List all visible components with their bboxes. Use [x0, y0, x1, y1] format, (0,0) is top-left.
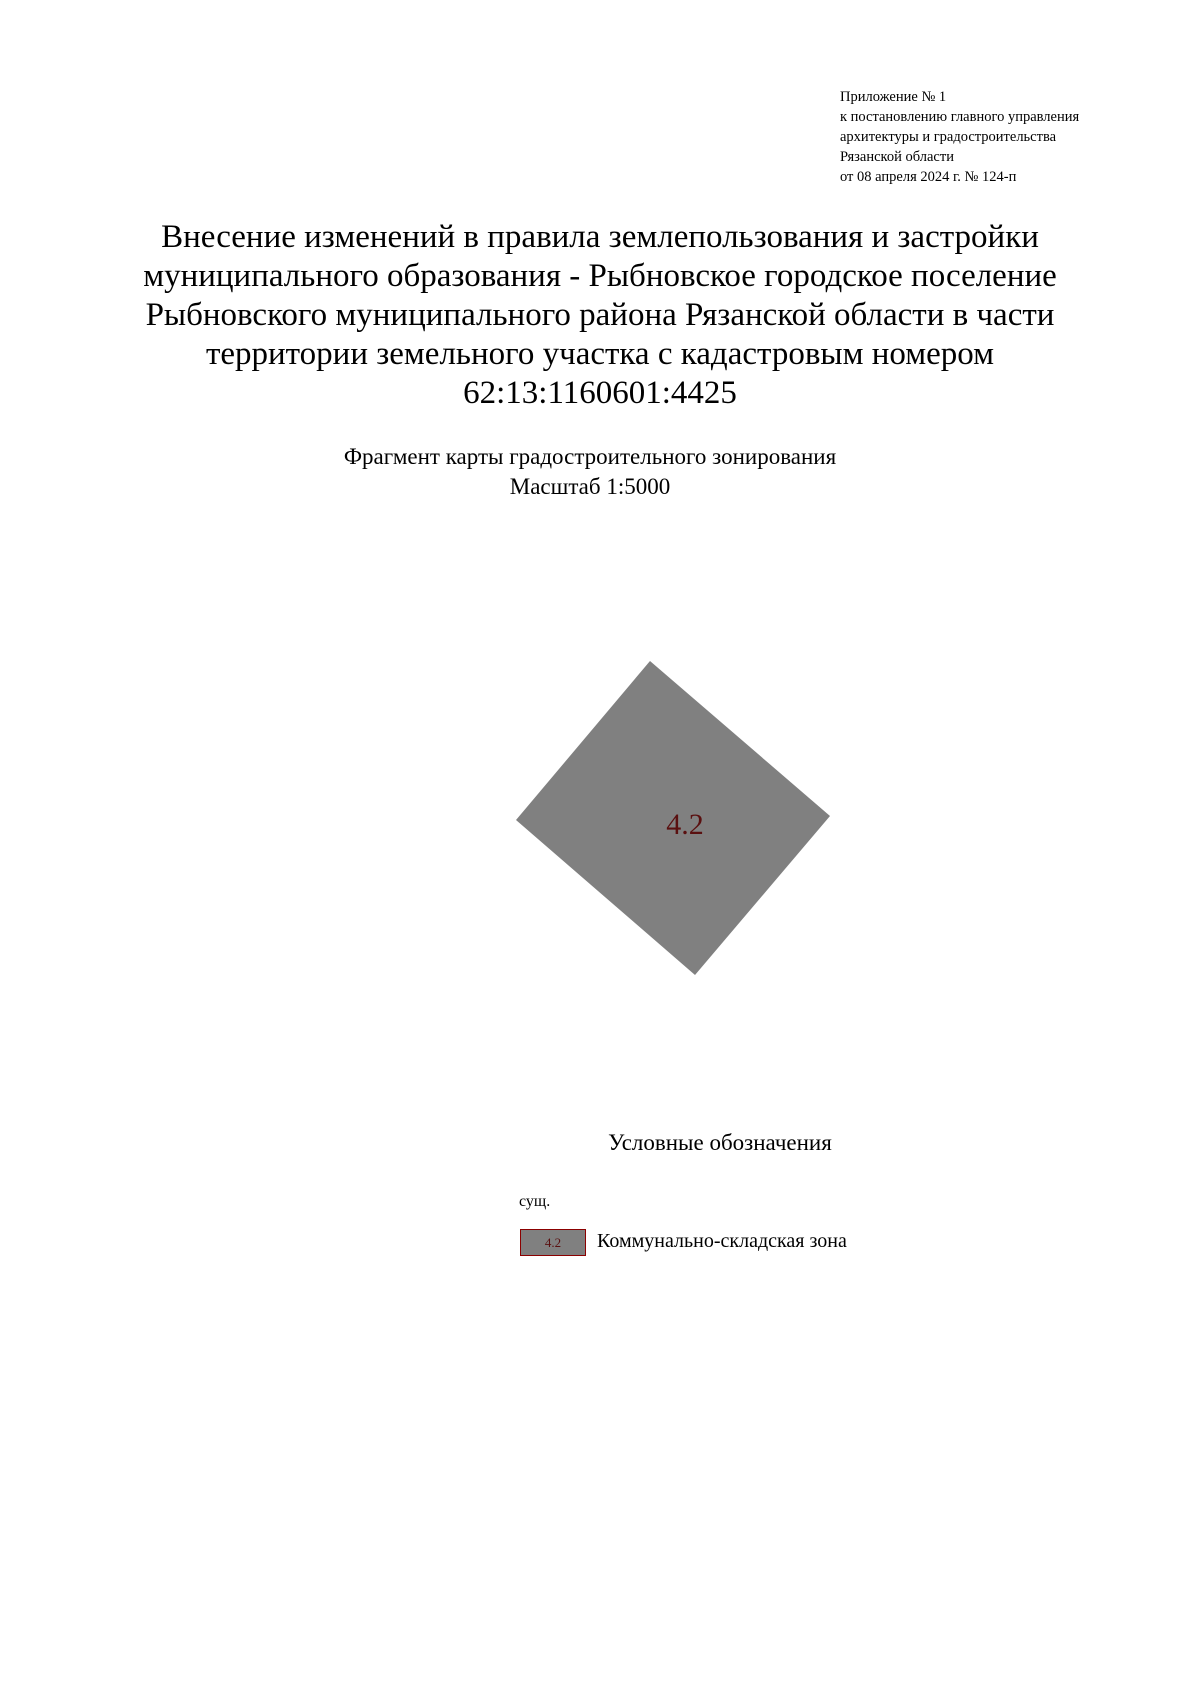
title-line: территории земельного участка с кадастровым номером: [205, 336, 995, 372]
legend-swatch: [520, 1229, 586, 1256]
appendix-line: к постановлению главного управления: [840, 109, 1080, 125]
appendix-line: от 08 апреля 2024 г. № 124-п: [840, 169, 1017, 185]
title-line: муниципального образования - Рыбновское городское поселение: [143, 258, 1057, 294]
legend-swatch-code: 4.2: [544, 1234, 562, 1250]
appendix-line: Приложение № 1: [840, 89, 947, 105]
appendix-line: архитектуры и градостроительства: [840, 129, 1057, 145]
title-line: 62:13:1160601:4425: [463, 375, 737, 411]
map-scale: Масштаб 1:5000: [509, 474, 671, 499]
zone-label: 4.2: [666, 808, 704, 841]
title-line: Рыбновского муниципального района Рязанской области в части: [145, 297, 1055, 333]
appendix-line: Рязанской области: [840, 149, 954, 165]
legend-group-label: сущ.: [519, 1193, 551, 1210]
map-caption-text: Фрагмент карты градостроительного зонирования: [343, 444, 837, 469]
legend-item-label: Коммунально-складская зона: [597, 1230, 847, 1252]
legend-title: Условные обозначения: [608, 1130, 832, 1155]
title-line: Внесение изменений в правила землепользования и застройки: [161, 219, 1039, 255]
